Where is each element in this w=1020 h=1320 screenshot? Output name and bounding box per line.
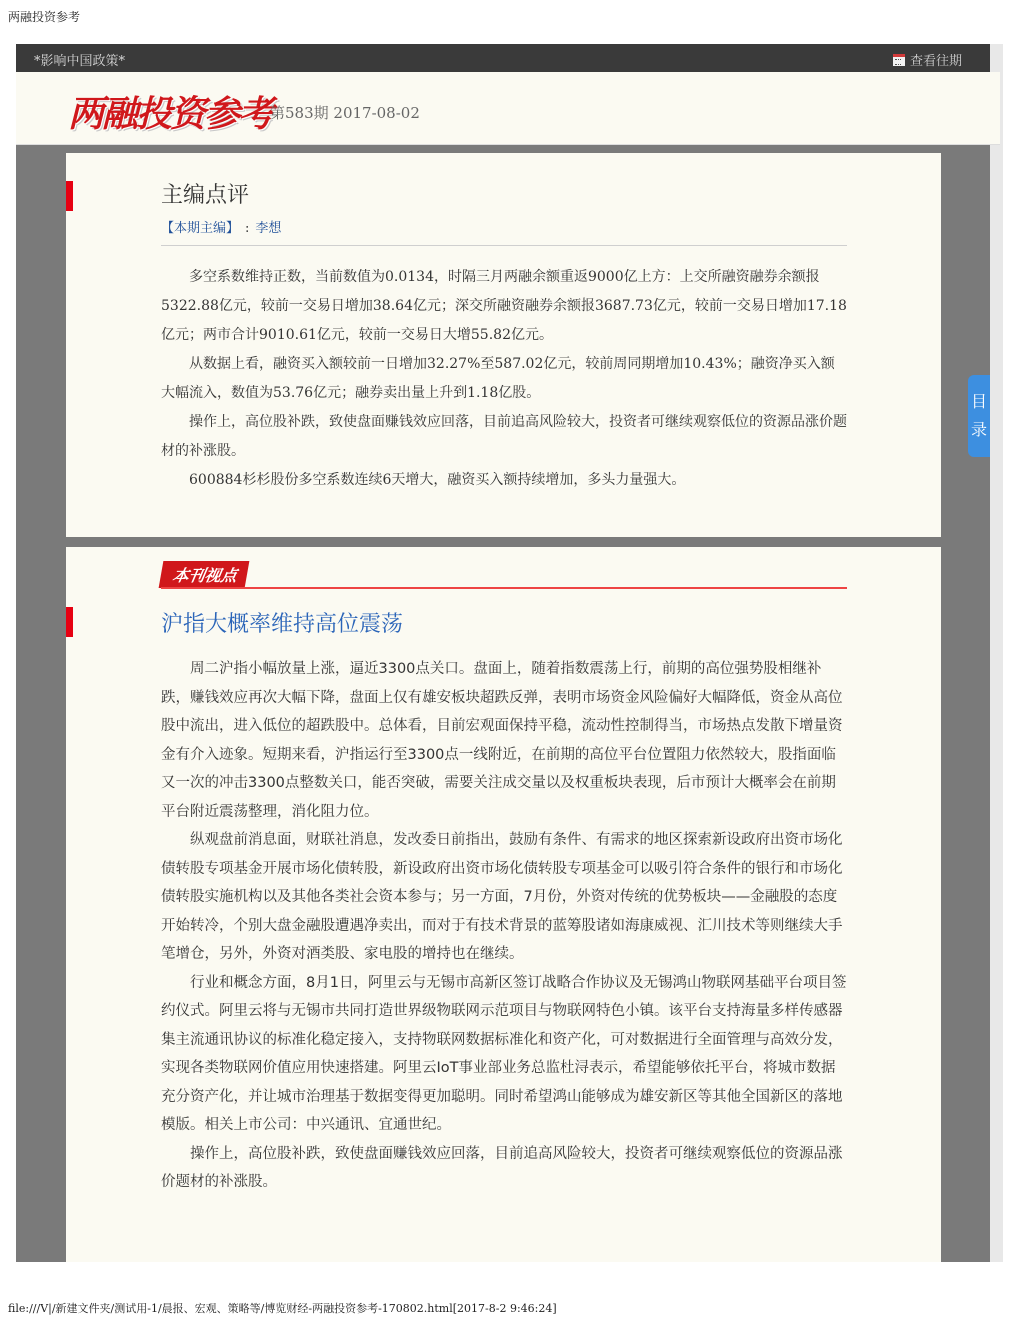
issue-info: 第583期 2017-08-02 [270, 104, 420, 122]
section-marker [66, 181, 73, 211]
paragraph: 周二沪指小幅放量上涨，逼近3300点关口。盘面上，随着指数震荡上行，前期的高位强势股相继补跌，赚钱效应再次大幅下降，盘面上仅有雄安板块超跌反弹，表明市场资金风险偏好大幅降低，资金从高位股中流出，进入低位的超跌股中。总体看，目前宏观面保持平稳，流动性控制得当，市场热点发散下增量资金有介入迹象。短期来看，沪指运行至3300点一线附近，在前期的高位平台位置阻力依然较大，股指面临又一次的冲击3300点整数关口，能否突破，需要关注成交量以及权重板块表现，后市预计大概率会在前期平台附近震荡整理，消化阻力位。 [161, 661, 843, 820]
section-tag: 本刊视点 [159, 561, 250, 588]
paragraph: 从数据上看，融资买入额较前一日增加32.27%至587.02亿元，较前周同期增加10.43%；融资净买入额大幅流入，数值为53.76亿元；融券卖出量上升到1.18亿股。 [161, 356, 835, 401]
calendar-icon [893, 54, 905, 66]
logo: 两融投资参考 [68, 94, 273, 135]
paragraph: 纵观盘前消息面，财联社消息，发改委日前指出，鼓励有条件、有需求的地区探索新设政府出资市场化债转股专项基金开展市场化债转股，新设政府出资市场化债转股专项基金可以吸引符合条件的银行和市场化债转股实施机构以及其他各类社会资本参与；另一方面，7月份，外资对传统的优势板块——金融股的态度开始转冷，个别大盘金融股遭遇净卖出，而对于有技术背景的蓝筹股诸如海康威视、汇川技术等则继续大手笔增仓，另外，外资对酒类股、家电股的增持也在继续。 [161, 832, 843, 962]
editor-review-title: 主编点评 [161, 183, 250, 208]
editor-label: 【本期主编】 [161, 221, 240, 236]
red-divider [161, 587, 847, 589]
viewpoint-title: 沪指大概率维持高位震荡 [161, 612, 404, 637]
paragraph: 600884杉杉股份多空系数连续6天增大，融资买入额持续增加，多头力量强大。 [189, 472, 686, 488]
divider [161, 245, 847, 246]
editor-name-link[interactable]: 李想 [255, 221, 282, 236]
slogan: *影响中国政策* [34, 54, 126, 69]
toc-tab[interactable] [968, 375, 990, 457]
view-archive-link[interactable] [893, 50, 962, 69]
scrollbar[interactable] [990, 44, 1003, 1262]
print-header-title: 两融投资参考 [8, 10, 81, 24]
viewpoint-card [66, 547, 941, 1262]
editor-line [161, 217, 281, 236]
editor-review-card [66, 153, 941, 537]
section-marker [66, 607, 73, 637]
paragraph: 行业和概念方面，8月1日，阿里云与无锡市高新区签订战略合作协议及无锡鸿山物联网基础平台项目签约仪式。阿里云将与无锡市共同打造世界级物联网示范项目与物联网特色小镇。该平台支持海量多样传感器集主流通讯协议的标准化稳定接入，支持物联网数据标准化和资产化，可对数据进行全面管理与高效分发，实现各类物联网价值应用快速搭建。阿里云IoT事业部业务总监杜浔表示，希望能够依托平台，将城市数据充分资产化，并让城市治理基于数据变得更加聪明。同时希望鸿山能够成为雄安新区等其他全国新区的落地模版。相关上市公司：中兴通讯、宜通世纪。 [161, 974, 847, 1133]
editor-separator: : [245, 221, 250, 236]
banner [16, 72, 1000, 145]
editor-review-body [161, 263, 847, 495]
top-bar [16, 44, 990, 72]
paragraph: 多空系数维持正数，当前数值为0.0134，时隔三月两融余额重返9000亿上方：上交所融资融券余额报5322.88亿元，较前一交易日增加38.64亿元；深交所融资融券余额报3687.73亿元，较前一交易日增加17.18亿元；两市合计9010.61亿元，较前一交易日大增55.82亿元。 [161, 269, 847, 343]
viewpoint-body [161, 655, 847, 1197]
paragraph: 操作上，高位股补跌，致使盘面赚钱效应回落，目前追高风险较大，投资者可继续观察低位的资源品涨价题材的补涨股。 [161, 1145, 843, 1190]
paragraph: 操作上，高位股补跌，致使盘面赚钱效应回落，目前追高风险较大，投资者可继续观察低位的资源品涨价题材的补涨股。 [161, 414, 847, 459]
toc-label-1: 目 [970, 392, 987, 411]
toc-label-2: 录 [970, 420, 987, 439]
print-footer-path: file:///V|/新建文件夹/测试用-1/晨报、宏观、策略等/博览财经-两融投资参考-170802.html[2017-8-2 9:46:24] [8, 1302, 557, 1315]
view-archive-label: 查看往期 [909, 54, 962, 69]
